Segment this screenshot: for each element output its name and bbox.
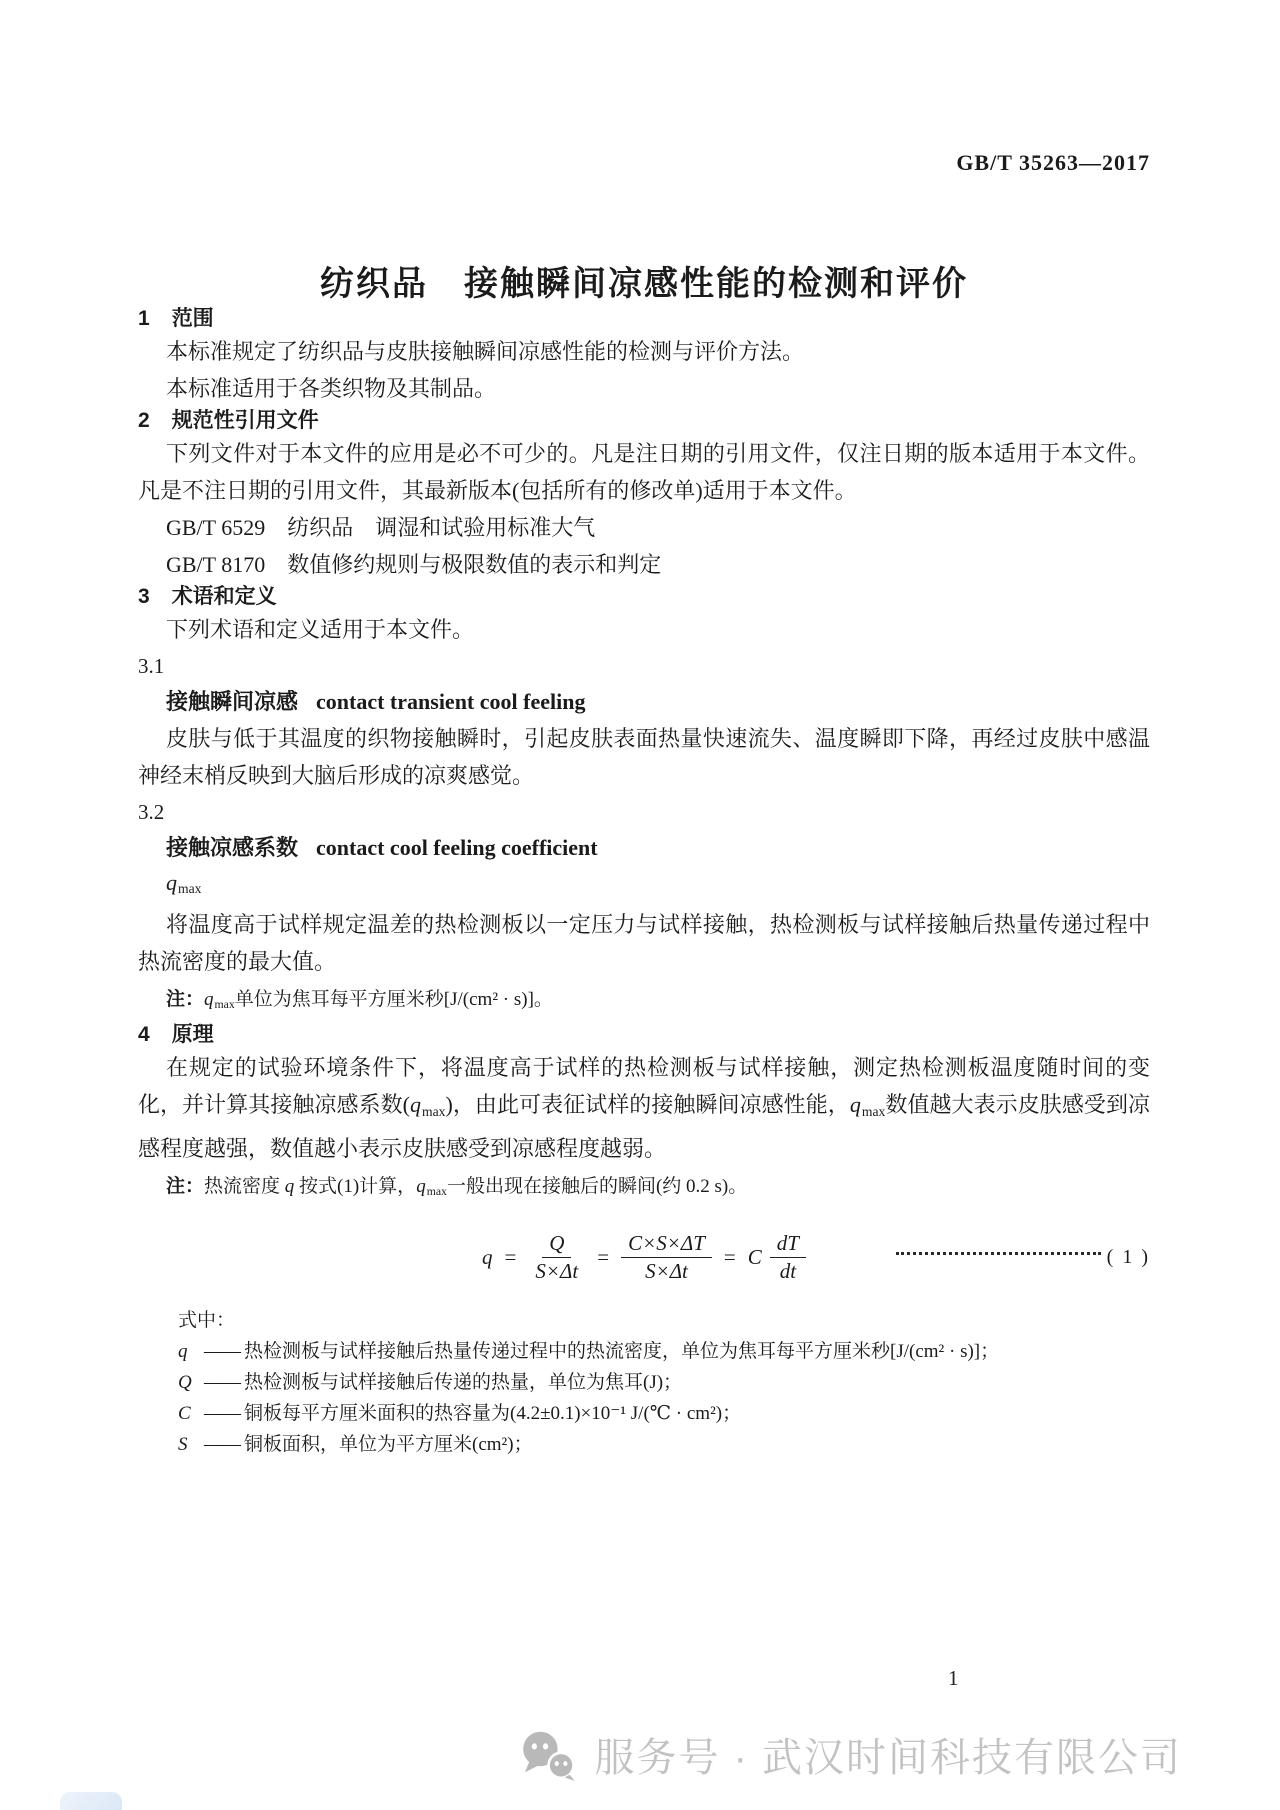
note-q-symbol: q [284,1175,295,1197]
note-qmax-subscript: max [426,1184,447,1198]
fraction-3-numerator: dT [770,1232,806,1258]
section-2-intro: 下列文件对于本文件的应用是必不可少的。凡是注日期的引用文件，仅注日期的版本适用于本文件。凡是不注日期的引用文件，其最新版本(包括所有的修改单)适用于本文件。 [138,441,1150,503]
note-label: 注： [166,989,205,1011]
definition-dash: —— [204,1433,240,1455]
note-text-1: 热流密度 [204,1175,285,1197]
formula-coefficient: C [747,1245,762,1270]
symbol-q: q [178,1340,188,1362]
fraction-3-denominator: dt [779,1259,797,1284]
page-number: 1 [948,1666,959,1690]
symbol-definition-C [178,1398,1150,1429]
definition-text: 铜板每平方厘米面积的热容量为(4.2±0.1)×10⁻¹ J/(℃ · cm²)； [244,1402,742,1424]
symbol-definition-q [178,1336,1150,1367]
wechat-icon [518,1729,580,1781]
term-3-2-symbol [138,866,1150,906]
section-4-paragraph [138,1049,1150,1166]
note-text: 单位为焦耳每平方厘米秒[J/(cm² · s)]。 [234,989,553,1011]
note-qmax-symbol: q [204,989,214,1011]
formula-1 [138,1224,1150,1292]
definition-dash: —— [204,1340,240,1362]
section-4-number: 4 [138,1023,150,1047]
section-2-number: 2 [138,409,150,432]
section-4-note [138,1171,1150,1208]
principle-qmax-2-sub: max [861,1103,886,1119]
note-label: 注： [166,1175,205,1197]
term-3-2-definition: 将温度高于试样规定温差的热检测板以一定压力与试样接触，热检测板与试样接触后热量传递过程中热流密度的最大值。 [138,912,1150,975]
equation-number: ( 1 ) [1106,1246,1150,1269]
definition-text: 热检测板与试样接触后热量传递过程中的热流密度，单位为焦耳每平方厘米秒[J/(cm² · s)]； [244,1340,1000,1362]
section-3-title: 术语和定义 [171,585,277,608]
term-3-2-number: 3.2 [138,800,165,824]
definition-dash: —— [204,1402,240,1424]
fraction-2-denominator: S×Δt [645,1259,688,1284]
fraction-2 [621,1232,712,1283]
footer-watermark [518,1726,1182,1783]
term-3-2-english: contact cool feeling coefficient [316,835,598,860]
principle-text-1: 在规定的试验环境条件下，将温度高于试样的热检测板与试样接触，测定热检测板温度随时间的变化，并计算其接触凉感系数( [138,1055,1150,1118]
term-3-1-english: contact transient cool feeling [316,689,586,714]
term-3-1-title [138,684,1150,720]
principle-qmax-1: q [410,1092,421,1118]
definition-text: 热检测板与试样接触后传递的热量，单位为焦耳(J)； [244,1371,683,1393]
document-title: 纺织品 接触瞬间凉感性能的检测和评价 [320,265,968,303]
term-3-1-number: 3.1 [138,654,165,678]
section-2-title: 规范性引用文件 [171,409,319,432]
dotted-leader [896,1252,1101,1255]
fraction-1 [528,1232,585,1283]
term-3-1-definition: 皮肤与低于其温度的织物接触瞬时，引起皮肤表面热量快速流失、温度瞬即下降，再经过皮肤中感温神经末梢反映到大脑后形成的凉爽感觉。 [138,726,1150,788]
symbol-Q: Q [178,1371,192,1393]
section-4-heading [138,1021,1150,1049]
qmax-subscript: max [178,881,202,897]
fraction-1-denominator: S×Δt [535,1259,579,1284]
note-text-3: 一般出现在接触后的瞬间(约 0.2 s)。 [446,1175,748,1197]
principle-text-3: 数值越大表示皮肤感受到凉感程度越强，数值越小表示皮肤感受到凉感程度越弱。 [138,1092,1150,1161]
section-3-intro: 下列术语和定义适用于本文件。 [166,617,475,642]
symbol-definitions [138,1336,1150,1460]
equals-sign: = [504,1245,517,1270]
section-1-number: 1 [138,307,150,330]
term-3-2-title [138,830,1150,866]
section-1-heading [138,305,1150,333]
page-content [138,0,1150,1460]
watermark-text: 服务号 · 武汉时间科技有限公司 [594,1736,1182,1780]
note-qmax-subscript: max [214,998,235,1012]
corner-logo-fragment [60,1792,122,1810]
formula-lhs: q [482,1245,493,1270]
formula-equation-tail [896,1246,1150,1269]
symbol-C: C [178,1402,191,1424]
fraction-2-numerator: C×S×ΔT [621,1232,712,1258]
principle-text-2: )，由此可表征试样的接触瞬间凉感性能， [445,1092,850,1118]
qmax-symbol: q [166,870,177,895]
equals-sign: = [597,1245,610,1270]
section-3-number: 3 [138,585,150,608]
fraction-1-numerator: Q [542,1232,571,1258]
term-3-2-note [138,984,1150,1021]
definition-text: 铜板面积，单位为平方厘米(cm²)； [244,1433,533,1455]
equals-sign: = [723,1245,736,1270]
standard-code-header: GB/T 35263—2017 [956,150,1150,175]
principle-qmax-2: q [849,1092,861,1118]
section-2-heading [138,407,1150,435]
section-4-title: 原理 [171,1023,214,1047]
term-3-1-chinese: 接触瞬间凉感 [166,689,299,714]
section-1-title: 范围 [171,307,214,330]
normative-reference-1: GB/T 6529 纺织品 调湿和试验用标准大气 [166,515,596,540]
normative-reference-2: GB/T 8170 数值修约规则与极限数值的表示和判定 [166,552,662,577]
principle-qmax-1-sub: max [422,1103,446,1119]
section-1-paragraph-2: 本标准适用于各类织物及其制品。 [166,376,497,401]
note-qmax-symbol: q [416,1175,426,1197]
where-label: 式中： [178,1309,236,1331]
symbol-definition-Q [178,1367,1150,1398]
section-3-heading [138,583,1150,611]
term-3-2-chinese: 接触凉感系数 [166,835,299,860]
symbol-definition-S [178,1429,1150,1460]
section-1-paragraph-1: 本标准规定了纺织品与皮肤接触瞬间凉感性能的检测与评价方法。 [166,339,805,364]
definition-dash: —— [204,1371,240,1393]
symbol-S: S [178,1433,188,1455]
fraction-3 [770,1232,806,1283]
note-text-2: 按式(1)计算， [294,1175,417,1197]
